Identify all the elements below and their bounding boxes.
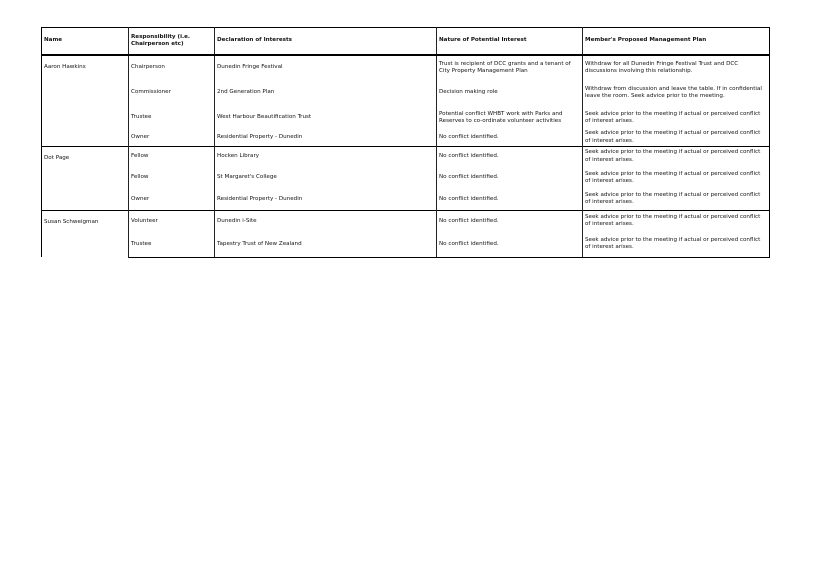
declaration-cell: 2nd Generation Plan <box>215 80 437 106</box>
declaration-cell: Tapestry Trust of New Zealand <box>215 232 437 257</box>
nature-cell: No conflict identified. <box>437 130 583 146</box>
nature-cell: No conflict identified. <box>437 189 583 210</box>
plan-cell: Seek advice prior to the meeting if actual or perceived conflict of interest arises. <box>583 189 770 210</box>
plan-cell: Seek advice prior to the meeting if actual or perceived conflict of interest arises. <box>583 232 770 257</box>
declaration-cell: West Harbour Beautification Trust <box>215 106 437 130</box>
responsibility-cell: Fellow <box>129 167 215 189</box>
responsibility-cell: Owner <box>129 189 215 210</box>
plan-cell: Withdraw for all Dunedin Fringe Festival Trust and DCC discussions involving this relationship. <box>583 55 770 80</box>
table-row <box>42 80 770 106</box>
table-row <box>42 55 770 80</box>
responsibility-cell: Owner <box>129 130 215 146</box>
plan-cell: Seek advice prior to the meeting if actual or perceived conflict of interest arises. <box>583 167 770 189</box>
nature-cell: Decision making role <box>437 80 583 106</box>
nature-cell: No conflict identified. <box>437 232 583 257</box>
declaration-cell: Residential Property - Dunedin <box>215 130 437 146</box>
plan-cell: Seek advice prior to the meeting if actual or perceived conflict of interest arises. <box>583 130 770 146</box>
nature-cell: No conflict identified. <box>437 146 583 167</box>
table-row <box>42 106 770 130</box>
responsibility-cell: Commissioner <box>129 80 215 106</box>
declaration-cell: Residential Property - Dunedin <box>215 189 437 210</box>
header-management-plan: Member's Proposed Management Plan <box>583 28 770 56</box>
plan-cell: Withdraw from discussion and leave the table. If in confidential leave the room. Seek advice prior to the meeting. <box>583 80 770 106</box>
member-name: Dot Page <box>42 146 129 210</box>
responsibility-cell: Trustee <box>129 106 215 130</box>
responsibility-cell: Volunteer <box>129 210 215 232</box>
interests-register-table <box>41 27 770 258</box>
member-name: Susan Schweigman <box>42 210 129 257</box>
member-name: Aaron Hawkins <box>42 55 129 146</box>
declaration-cell: Dunedin i-Site <box>215 210 437 232</box>
nature-cell: Potential conflict WHBT work with Parks and Reserves to co-ordinate volunteer activities <box>437 106 583 130</box>
header-nature: Nature of Potential Interest <box>437 28 583 56</box>
table-row <box>42 167 770 189</box>
header-row <box>42 28 770 56</box>
plan-cell: Seek advice prior to the meeting if actual or perceived conflict of interest arises. <box>583 106 770 130</box>
nature-cell: Trust is recipient of DCC grants and a tenant of City Property Management Plan <box>437 55 583 80</box>
table-row <box>42 130 770 146</box>
table-body <box>42 55 770 257</box>
table-row <box>42 146 770 167</box>
responsibility-cell: Trustee <box>129 232 215 257</box>
table-row <box>42 189 770 210</box>
header-responsibility: Responsibility (i.e. Chairperson etc) <box>129 28 215 56</box>
table-row <box>42 210 770 232</box>
table-row <box>42 232 770 257</box>
nature-cell: No conflict identified. <box>437 210 583 232</box>
responsibility-cell: Fellow <box>129 146 215 167</box>
header-name: Name <box>42 28 129 56</box>
responsibility-cell: Chairperson <box>129 55 215 80</box>
plan-cell: Seek advice prior to the meeting if actual or perceived conflict of interest arises. <box>583 146 770 167</box>
plan-cell: Seek advice prior to the meeting if actual or perceived conflict of interest arises. <box>583 210 770 232</box>
declaration-cell: St Margaret's College <box>215 167 437 189</box>
declaration-cell: Dunedin Fringe Festival <box>215 55 437 80</box>
declaration-cell: Hocken Library <box>215 146 437 167</box>
nature-cell: No conflict identified. <box>437 167 583 189</box>
header-declaration: Declaration of Interests <box>215 28 437 56</box>
